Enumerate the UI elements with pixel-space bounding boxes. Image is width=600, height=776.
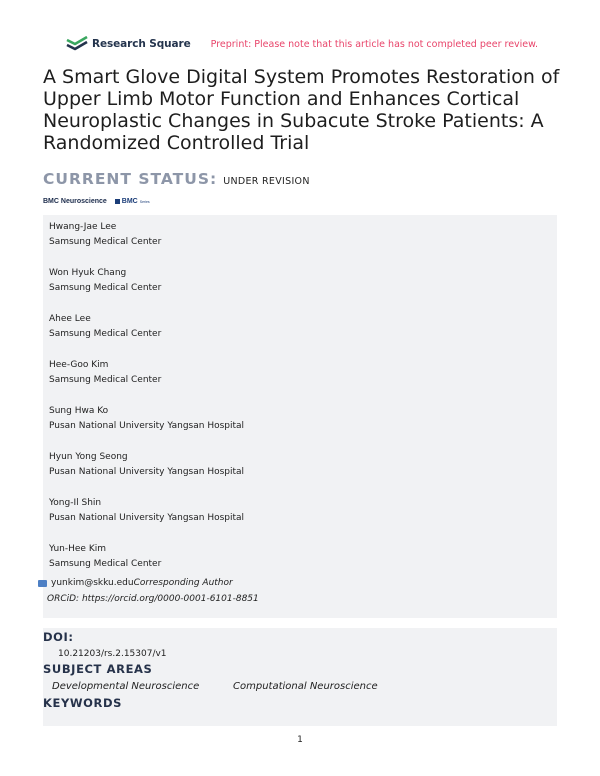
author-entry <box>49 542 161 572</box>
journal-name: BMC Neuroscience <box>43 198 107 205</box>
author-entry <box>49 312 161 342</box>
logo-text: Research Square <box>92 38 191 50</box>
author-affiliation: Samsung Medical Center <box>49 283 162 293</box>
research-square-logo[interactable] <box>66 36 191 52</box>
author-name: Hwang-Jae Lee <box>49 222 117 232</box>
author-entry <box>49 496 244 526</box>
author-affiliation: Pusan National University Yangsan Hospital <box>49 467 245 477</box>
bmc-logo-text: BMC <box>121 198 138 205</box>
author-name: Won Hyuk Chang <box>49 268 127 278</box>
author-affiliation: Pusan National University Yangsan Hospital <box>49 513 245 523</box>
author-entry <box>49 266 161 296</box>
status-value: UNDER REVISION <box>223 176 310 187</box>
author-affiliation: Pusan National University Yangsan Hospital <box>49 421 245 431</box>
author-affiliation: Samsung Medical Center <box>49 237 162 247</box>
author-name: Hee-Goo Kim <box>49 360 109 370</box>
author-entry <box>49 404 244 434</box>
doi-label: DOI: <box>43 630 74 644</box>
status-label: CURRENT STATUS: <box>43 170 218 188</box>
bmc-logo-icon <box>115 199 120 204</box>
author-affiliation: Samsung Medical Center <box>49 559 162 569</box>
current-status <box>43 170 310 188</box>
bmc-series-text: Series <box>139 199 150 204</box>
author-affiliation: Samsung Medical Center <box>49 375 162 385</box>
journal-branding <box>43 198 150 205</box>
author-name: Yun-Hee Kim <box>49 544 106 554</box>
research-square-logo-icon <box>66 36 88 52</box>
keywords-label: KEYWORDS <box>43 696 123 710</box>
author-affiliation: Samsung Medical Center <box>49 329 162 339</box>
bmc-series-logo <box>115 198 150 205</box>
subject-area-item[interactable]: Computational Neuroscience <box>233 681 378 692</box>
mail-icon <box>38 580 47 587</box>
preprint-notice: Preprint: Please note that this article has not completed peer review. <box>210 38 539 50</box>
author-name: Hyun Yong Seong <box>49 452 128 462</box>
author-entry <box>49 358 161 388</box>
author-name: Yong-Il Shin <box>49 498 102 508</box>
author-entry <box>49 450 244 480</box>
authors-section <box>43 215 557 618</box>
author-name: Ahee Lee <box>49 314 91 324</box>
corresponding-author-label: Corresponding Author <box>133 578 233 588</box>
subject-area-item[interactable]: Developmental Neuroscience <box>52 681 200 692</box>
page-number: 1 <box>297 735 303 745</box>
author-entry <box>49 220 161 250</box>
author-email-link[interactable]: yunkim@skku.edu <box>51 578 134 588</box>
doi-link[interactable]: 10.21203/rs.2.15307/v1 <box>58 649 167 659</box>
page-header <box>66 34 560 54</box>
metadata-section <box>43 628 557 726</box>
subject-areas-label: SUBJECT AREAS <box>43 662 153 676</box>
author-name: Sung Hwa Ko <box>49 406 109 416</box>
corresponding-contact <box>38 578 233 588</box>
paper-title: A Smart Glove Digital System Promotes Restoration of Upper Limb Motor Function and Enhances Cortical Neuroplastic Changes in Subacute Stroke Patients: A Randomized Controlled Trial <box>43 66 560 154</box>
orcid-link[interactable]: ORCiD: https://orcid.org/0000-0001-6101-8851 <box>47 594 259 604</box>
